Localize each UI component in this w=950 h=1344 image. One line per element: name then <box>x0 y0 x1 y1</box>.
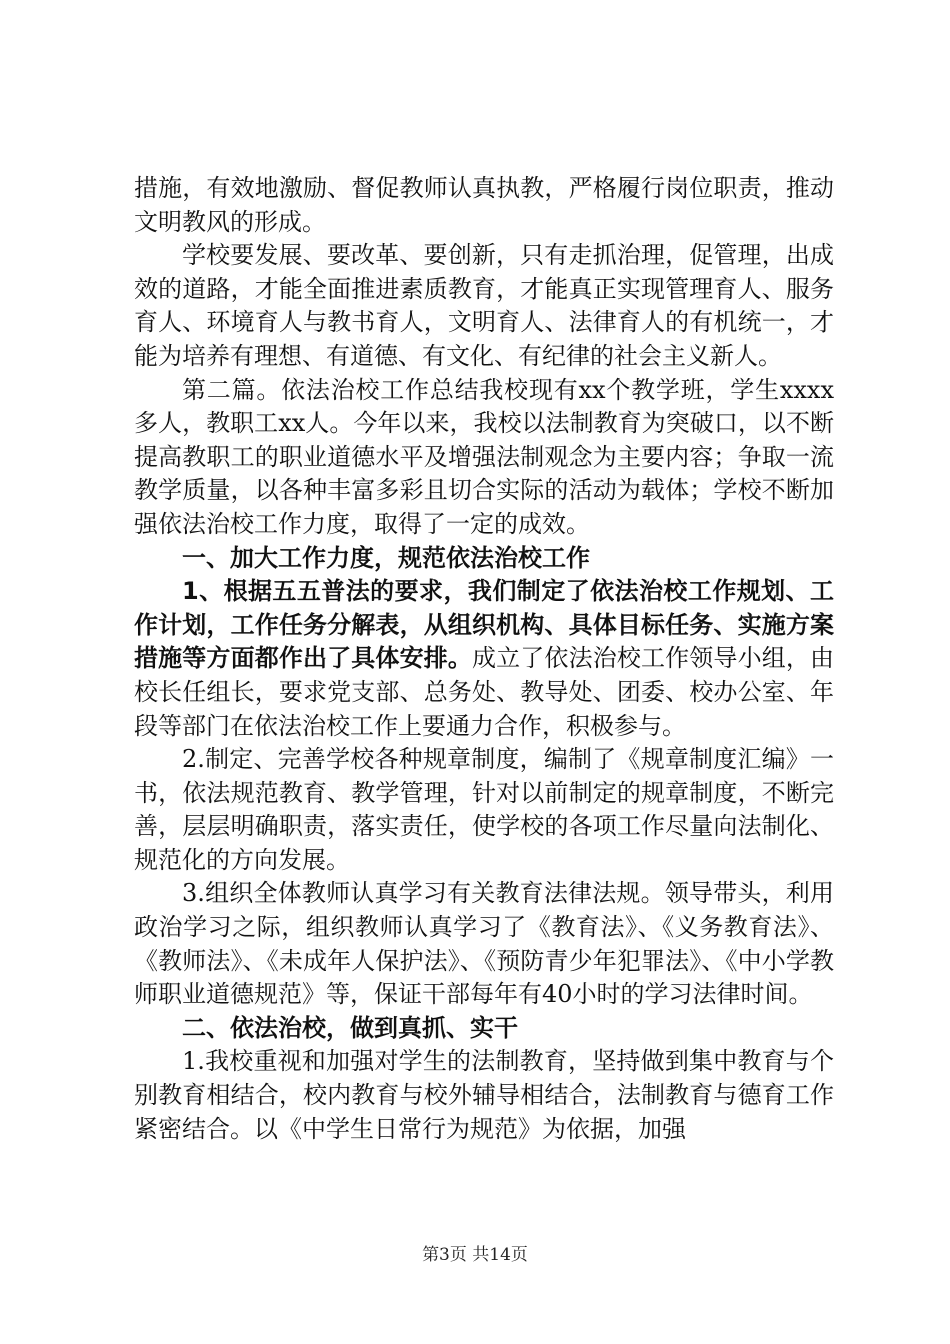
paragraph-chapter-two-intro: 第二篇。依法治校工作总结我校现有xx个教学班，学生xxxx多人，教职工xx人。今年以来，我校以法制教育为突破口，以不断提高教职工的职业道德水平及增强法制观念为主要内容；争取一流教学质量，以各种丰富多彩且切合实际的活动为载体；学校不断加强依法治校工作力度，取得了一定的成效。 <box>134 375 834 538</box>
paragraph-item-2-1: 1.我校重视和加强对学生的法制教育，坚持做到集中教育与个别教育相结合，校内教育与校外辅导相结合，法制教育与德育工作紧密结合。以《中学生日常行为规范》为依据，加强 <box>134 1047 834 1143</box>
section-heading-one: 一、加大工作力度，规范依法治校工作 <box>182 543 590 572</box>
page-footer: 第3页 共14页 <box>422 1245 528 1265</box>
paragraph-item-1-1 <box>134 575 834 743</box>
item-1-1-bold-text: 1、根据五五普法的要求，我们制定了依法治校工作规划、工作计划，工作任务分解表，从组织机构、具体目标任务、实施方案措施等方面都作出了具体安排。 <box>134 577 834 673</box>
item-1-1-normal-text: 成立了依法治校工作领导小组，由校长任组长，要求党支部、总务处、教导处、团委、校办公室、年段等部门在依法治校工作上要通力合作，积极参与。 <box>134 644 834 740</box>
document-body <box>134 172 834 1146</box>
paragraph-item-1-2: 2.制定、完善学校各种规章制度，编制了《规章制度汇编》一书，依法规范教育、教学管理，针对以前制定的规章制度，不断完善，层层明确职责，落实责任，使学校的各项工作尽量向法制化、规范化的方向发展。 <box>134 745 834 874</box>
paragraph-item-1-3: 3.组织全体教师认真学习有关教育法律法规。领导带头，利用政治学习之际，组织教师认真学习了《教育法》、《义务教育法》、《教师法》、《未成年人保护法》、《预防青少年犯罪法》、《中小学教师职业道德规范》等，保证干部每年有40小时的学习法律时间。 <box>134 879 834 1009</box>
paragraph-continuation: 措施，有效地激励、督促教师认真执教，严格履行岗位职责，推动文明教风的形成。 <box>134 174 834 236</box>
paragraph-school-development: 学校要发展、要改革、要创新，只有走抓治理，促管理，出成效的道路，才能全面推进素质教育，才能真正实现管理育人、服务育人、环境育人与教书育人，文明育人、法律育人的有机统一，才能为培养有理想、有道德、有文化、有纪律的社会主义新人。 <box>134 241 834 370</box>
section-heading-two: 二、依法治校，做到真抓、实干 <box>182 1013 518 1042</box>
